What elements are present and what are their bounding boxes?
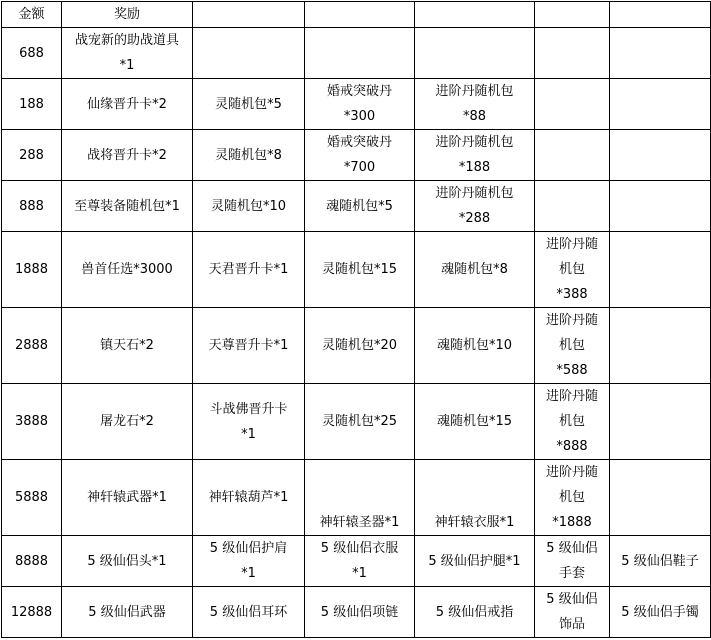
reward-cell: 屠龙石*2: [62, 384, 193, 460]
reward-cell: 天君晋升卡*1: [193, 232, 305, 308]
reward-cell: 进阶丹随机包 *88: [415, 79, 535, 130]
reward-cell: 进阶丹随机包 *188: [415, 130, 535, 181]
amount-cell: 688: [2, 28, 62, 79]
reward-cell: [610, 181, 711, 232]
reward-cell: 5 级仙侣护腿*1: [415, 536, 535, 587]
amount-cell: 1888: [2, 232, 62, 308]
reward-cell: 进阶丹随 机包 *588: [535, 308, 610, 384]
reward-cell: [610, 460, 711, 536]
reward-cell: 5 级仙侣耳环: [193, 587, 305, 638]
reward-cell: 婚戒突破丹 *300: [305, 79, 415, 130]
table-row: [2, 232, 711, 308]
reward-cell: 灵随机包*20: [305, 308, 415, 384]
reward-cell: 神轩辕武器*1: [62, 460, 193, 536]
reward-cell: 战将晋升卡*2: [62, 130, 193, 181]
reward-cell: [535, 28, 610, 79]
reward-cell: 灵随机包*5: [193, 79, 305, 130]
reward-cell: 5 级仙侣手镯: [610, 587, 711, 638]
reward-cell: 神轩辕葫芦*1: [193, 460, 305, 536]
reward-cell: [193, 28, 305, 79]
amount-cell: 188: [2, 79, 62, 130]
reward-cell: 5 级仙侣戒指: [415, 587, 535, 638]
amount-cell: 12888: [2, 587, 62, 638]
table-row: [2, 384, 711, 460]
table-row: [2, 587, 711, 638]
table-row: [2, 308, 711, 384]
reward-cell: 灵随机包*15: [305, 232, 415, 308]
reward-cell: 5 级仙侣头*1: [62, 536, 193, 587]
header-row: [2, 2, 711, 28]
table-row: [2, 79, 711, 130]
reward-cell: 5 级仙侣护肩 *1: [193, 536, 305, 587]
reward-cell: 魂随机包*10: [415, 308, 535, 384]
header-cell: [305, 2, 415, 28]
reward-cell: 魂随机包*5: [305, 181, 415, 232]
reward-cell: 至尊装备随机包*1: [62, 181, 193, 232]
table-row: [2, 130, 711, 181]
reward-cell: 5 级仙侣衣服 *1: [305, 536, 415, 587]
reward-cell: [610, 232, 711, 308]
reward-cell: 灵随机包*25: [305, 384, 415, 460]
reward-cell: 神轩辕圣器*1: [305, 460, 415, 536]
reward-table: [1, 1, 711, 638]
reward-cell: 仙缘晋升卡*2: [62, 79, 193, 130]
reward-cell: 5 级仙侣武器: [62, 587, 193, 638]
reward-cell: 5 级仙侣项链: [305, 587, 415, 638]
reward-cell: 进阶丹随 机包 *1888: [535, 460, 610, 536]
header-reward: 奖励: [62, 2, 193, 28]
amount-cell: 888: [2, 181, 62, 232]
header-cell: [193, 2, 305, 28]
reward-cell: 战宠新的助战道具 *1: [62, 28, 193, 79]
amount-cell: 5888: [2, 460, 62, 536]
reward-cell: 5 级仙侣 饰品: [535, 587, 610, 638]
reward-cell: 灵随机包*8: [193, 130, 305, 181]
reward-cell: [535, 181, 610, 232]
reward-cell: [610, 79, 711, 130]
reward-cell: 婚戒突破丹 *700: [305, 130, 415, 181]
table-row: [2, 181, 711, 232]
amount-cell: 8888: [2, 536, 62, 587]
reward-cell: 进阶丹随机包 *288: [415, 181, 535, 232]
reward-cell: 兽首任选*3000: [62, 232, 193, 308]
reward-cell: 5 级仙侣鞋子: [610, 536, 711, 587]
reward-cell: [610, 28, 711, 79]
reward-cell: [415, 28, 535, 79]
table-row: [2, 460, 711, 536]
reward-cell: [610, 384, 711, 460]
reward-cell: [535, 130, 610, 181]
amount-cell: 3888: [2, 384, 62, 460]
reward-cell: 进阶丹随 机包 *888: [535, 384, 610, 460]
amount-cell: 288: [2, 130, 62, 181]
reward-cell: 魂随机包*8: [415, 232, 535, 308]
table-row: [2, 536, 711, 587]
header-cell: [415, 2, 535, 28]
reward-cell: [305, 28, 415, 79]
reward-cell: 魂随机包*15: [415, 384, 535, 460]
reward-cell: 镇天石*2: [62, 308, 193, 384]
reward-cell: [610, 130, 711, 181]
reward-cell: 天尊晋升卡*1: [193, 308, 305, 384]
reward-cell: 神轩辕衣服*1: [415, 460, 535, 536]
reward-cell: 5 级仙侣 手套: [535, 536, 610, 587]
reward-cell: 进阶丹随 机包 *388: [535, 232, 610, 308]
reward-cell: 斗战佛晋升卡 *1: [193, 384, 305, 460]
reward-cell: [535, 79, 610, 130]
table-row: [2, 28, 711, 79]
header-cell: [535, 2, 610, 28]
header-cell: [610, 2, 711, 28]
reward-cell: [610, 308, 711, 384]
header-amount: 金额: [2, 2, 62, 28]
amount-cell: 2888: [2, 308, 62, 384]
reward-cell: 灵随机包*10: [193, 181, 305, 232]
